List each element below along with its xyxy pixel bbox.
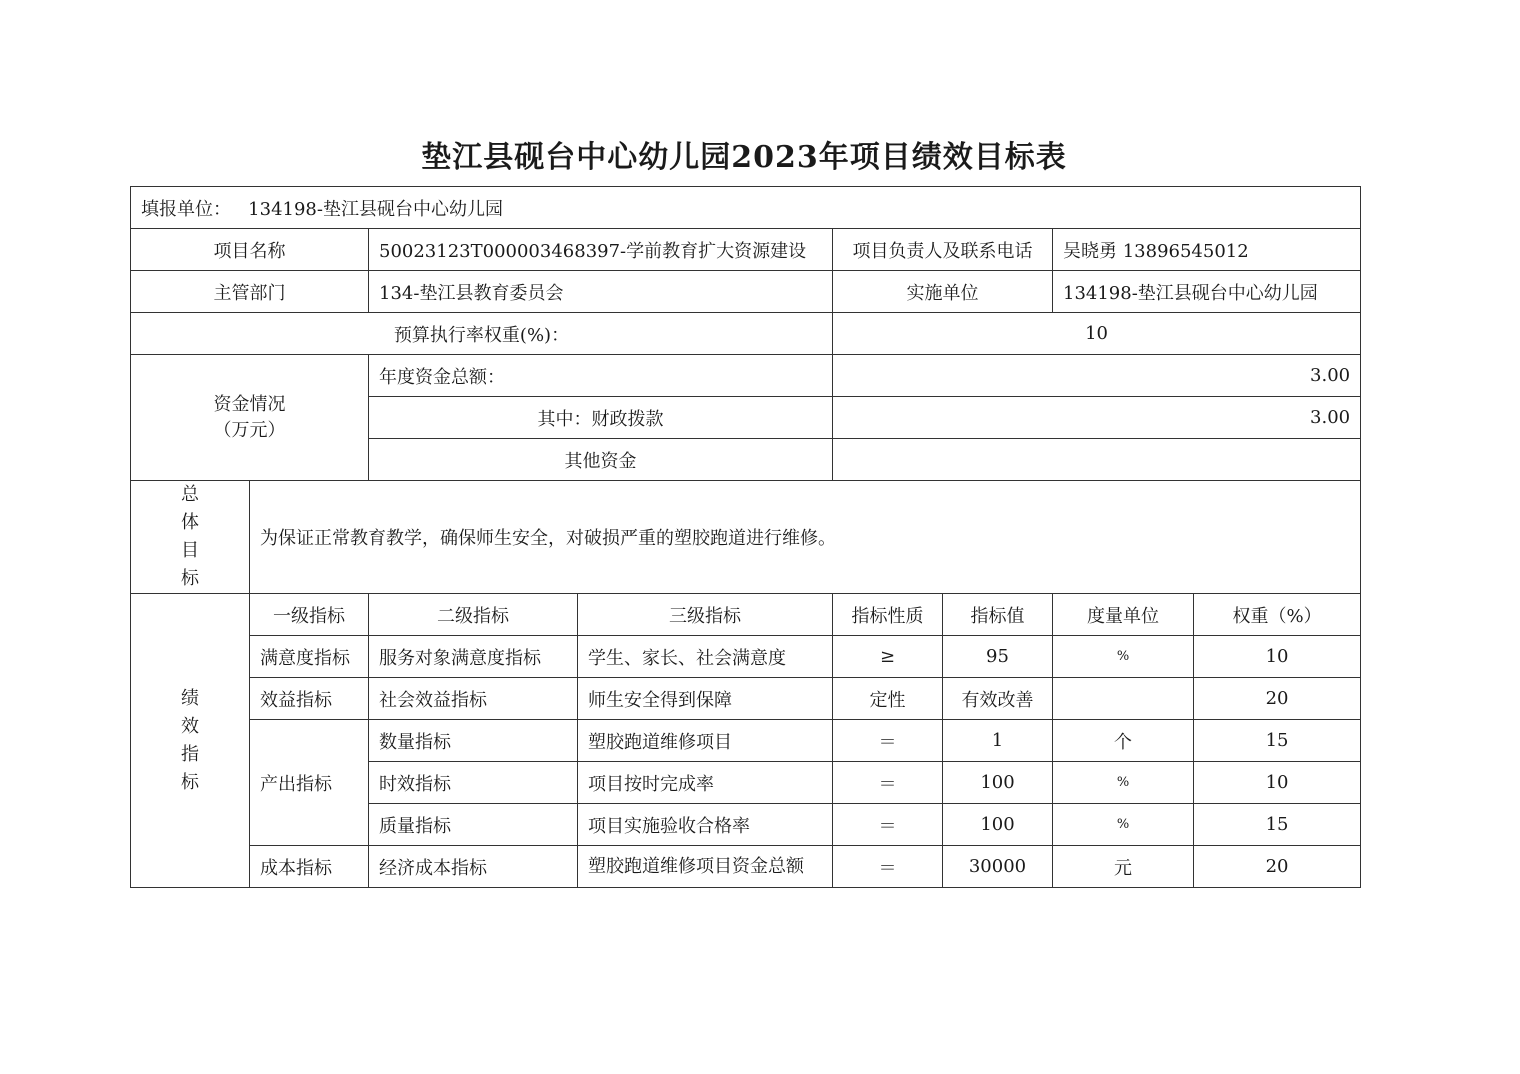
level3-cell: 项目实施验收合格率 [578,804,833,846]
weight-cell: 15 [1194,804,1361,846]
level2-cell: 质量指标 [369,804,578,846]
dept-label: 主管部门 [131,271,369,313]
goal-label-char: 标 [181,568,199,589]
overall-goal-label [131,481,250,594]
indicator-header-row [131,594,1361,636]
indicator-label-char: 绩 [181,687,199,709]
funds-other-label: 其他资金 [369,439,833,481]
table-row [131,678,1361,720]
level3-cell: 塑胶跑道维修项目资金总额 [578,846,833,888]
unit-cell [1053,678,1194,720]
funds-label-line1: 资金情况 [213,393,286,415]
col-header-nature: 指标性质 [833,594,943,636]
table-row [131,636,1361,678]
col-header-level3: 三级指标 [578,594,833,636]
funds-other-value [833,439,1361,481]
filing-unit-cell [131,187,1361,229]
value-cell: 有效改善 [943,678,1053,720]
weight-cell: 20 [1194,846,1361,888]
performance-target-table [130,186,1361,888]
level2-cell: 数量指标 [369,720,578,762]
value-cell: 95 [943,636,1053,678]
col-header-level1: 一级指标 [250,594,369,636]
nature-cell: ＝ [833,804,943,846]
nature-cell: ＝ [833,846,943,888]
group-benefit: 效益指标 [250,678,369,720]
department-row [131,271,1361,313]
weight-cell: 15 [1194,720,1361,762]
funds-fiscal-label: 其中：财政拨款 [369,397,833,439]
funds-total-row [131,355,1361,397]
funds-label [131,355,369,481]
col-header-unit: 度量单位 [1053,594,1194,636]
table-row [131,846,1361,888]
group-cost: 成本指标 [250,846,369,888]
funds-total-label: 年度资金总额： [369,355,833,397]
goal-label-char: 目 [181,540,199,561]
indicator-label-char: 指 [181,743,199,765]
indicators-label [131,594,250,888]
col-header-level2: 二级指标 [369,594,578,636]
impl-unit-label: 实施单位 [833,271,1053,313]
level2-cell: 社会效益指标 [369,678,578,720]
impl-unit-value: 134198-垫江县砚台中心幼儿园 [1053,271,1361,313]
value-cell: 30000 [943,846,1053,888]
nature-cell: 定性 [833,678,943,720]
nature-cell: ＝ [833,720,943,762]
level2-cell: 经济成本指标 [369,846,578,888]
goal-label-char: 体 [181,512,199,533]
level3-cell: 学生、家长、社会满意度 [578,636,833,678]
project-contact-value: 吴晓勇 13896545012 [1053,229,1361,271]
level2-cell: 时效指标 [369,762,578,804]
project-name-row [131,229,1361,271]
filing-unit-value: 134198-垫江县砚台中心幼儿园 [248,198,503,220]
col-header-value: 指标值 [943,594,1053,636]
filing-unit-label: 填报单位： [141,198,231,220]
value-cell: 100 [943,762,1053,804]
page-title: 垫江县砚台中心幼儿园2023年项目绩效目标表 [421,140,1067,175]
level3-cell: 塑胶跑道维修项目 [578,720,833,762]
nature-cell: ≥ [833,636,943,678]
unit-cell: % [1053,804,1194,846]
indicator-label-char: 效 [181,715,199,737]
project-name-label: 项目名称 [131,229,369,271]
project-contact-label: 项目负责人及联系电话 [833,229,1053,271]
funds-fiscal-value: 3.00 [833,397,1361,439]
budget-weight-label: 预算执行率权重(%)： [131,313,833,355]
weight-cell: 10 [1194,636,1361,678]
unit-cell: % [1053,762,1194,804]
goal-label-char: 总 [181,484,199,505]
level3-cell: 项目按时完成率 [578,762,833,804]
table-row [131,720,1361,762]
weight-cell: 20 [1194,678,1361,720]
group-satisfaction: 满意度指标 [250,636,369,678]
nature-cell: ＝ [833,762,943,804]
indicator-label-char: 标 [181,771,199,793]
overall-goal-row [131,481,1361,594]
unit-cell: 个 [1053,720,1194,762]
funds-total-value: 3.00 [833,355,1361,397]
level3-cell: 师生安全得到保障 [578,678,833,720]
filing-unit-row [131,187,1361,229]
budget-weight-row [131,313,1361,355]
col-header-weight: 权重（%） [1194,594,1361,636]
weight-cell: 10 [1194,762,1361,804]
value-cell: 1 [943,720,1053,762]
unit-cell: 元 [1053,846,1194,888]
overall-goal-text: 为保证正常教育教学，确保师生安全，对破损严重的塑胶跑道进行维修。 [250,481,1361,594]
funds-label-line2: （万元） [213,419,286,441]
level2-cell: 服务对象满意度指标 [369,636,578,678]
project-name-value: 50023123T000003468397-学前教育扩大资源建设 [369,229,833,271]
budget-weight-value: 10 [833,313,1361,355]
value-cell: 100 [943,804,1053,846]
group-output: 产出指标 [250,720,369,846]
unit-cell: % [1053,636,1194,678]
dept-value: 134-垫江县教育委员会 [369,271,833,313]
